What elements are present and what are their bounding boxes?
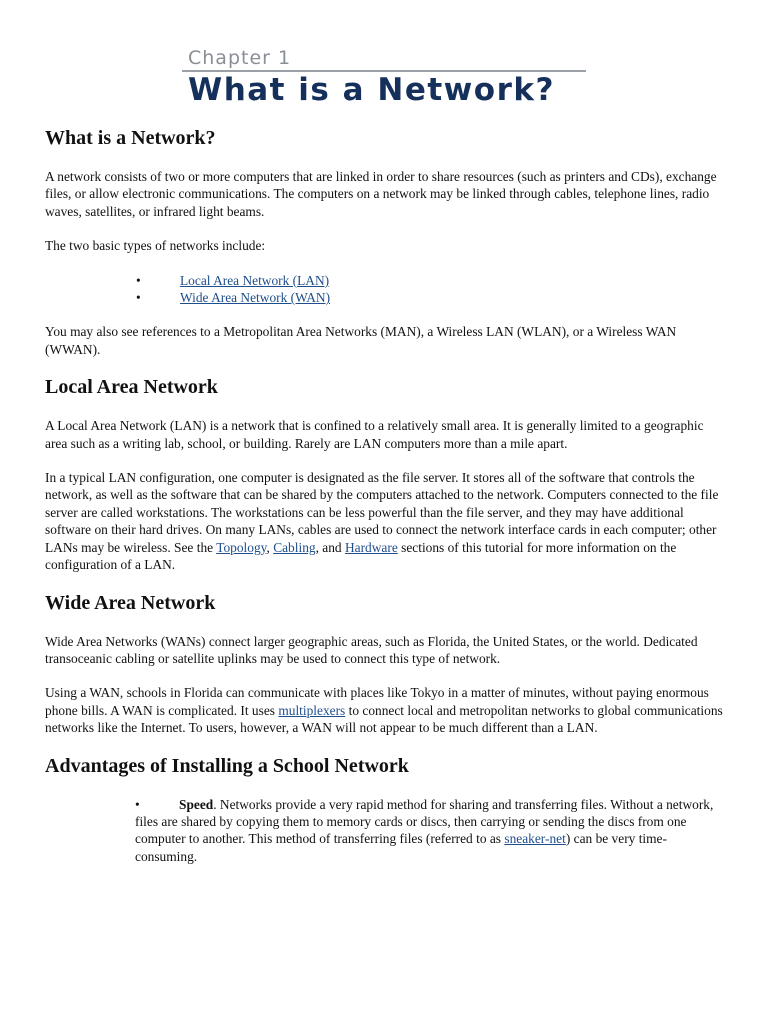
link-multiplexers[interactable]: multiplexers xyxy=(278,702,346,718)
list-item xyxy=(45,289,725,306)
intro-paragraph-3: You may also see references to a Metropolitan Area Networks (MAN), a Wireless LAN (WLAN), or a Wireless WAN (WWAN). xyxy=(45,324,677,357)
link-sneaker-net[interactable]: sneaker-net xyxy=(504,831,566,847)
intro-paragraph-1: A network consists of two or more computers that are linked in order to share resources (such as printers and CDs), exchange files, or allow electronic communications. The computers on a network may be linked through cables, telephone lines, radio waves, satellites, or infrared light beams. xyxy=(45,169,717,219)
separator: , and xyxy=(315,539,345,555)
chapter-title: What is a Network? xyxy=(188,72,555,108)
document-body xyxy=(45,126,725,865)
list-item xyxy=(45,272,725,289)
bullet-icon: • xyxy=(135,796,140,812)
lan-paragraph-2 xyxy=(45,469,725,573)
wan-paragraph-2-end: to connect local and metropolitan networks to global communications networks like the Internet. To users, however, a WAN will not appear to be much different than a LAN. xyxy=(45,702,723,736)
chapter-label: Chapter 1 xyxy=(188,47,292,69)
bullet-icon: • xyxy=(136,290,141,306)
lan-paragraph-2-text: In a typical LAN configuration, one computer is designated as the file server. It stores all of the software that controls the network, as well as the software that can be shared by the computers attached to the network. Computers connected to the file server are called workstations. The workstations can be less powerful than the file server, and they may have additional software on their hard drives. On many LANs, cables are used to connect the network interface cards in each computer; other LANs may be wireless. See the xyxy=(45,470,719,555)
link-cabling[interactable]: Cabling xyxy=(273,539,316,555)
list-item xyxy=(135,796,725,866)
link-wan[interactable]: Wide Area Network (WAN) xyxy=(180,290,331,306)
lan-paragraph-1: A Local Area Network (LAN) is a network that is confined to a relatively small area. It is generally limited to a geographic area such as a writing lab, school, or building. Rarely are LAN computers more than a mile apart. xyxy=(45,418,704,451)
link-lan[interactable]: Local Area Network (LAN) xyxy=(180,272,330,288)
section-heading-intro: What is a Network? xyxy=(45,127,216,149)
intro-paragraph-2: The two basic types of networks include: xyxy=(45,238,266,254)
link-topology[interactable]: Topology xyxy=(216,539,267,555)
advantage-text: . Networks provide a very rapid method for sharing and transferring files. Without a network, files are shared by copying them to memory cards or discs, then carrying or sending the discs from one computer to another. This method of transferring files (referred to as xyxy=(135,796,714,847)
section-heading-advantages: Advantages of Installing a School Network xyxy=(45,754,409,777)
section-heading-lan: Local Area Network xyxy=(45,376,218,399)
network-types-list xyxy=(45,272,725,307)
wan-paragraph-1: Wide Area Networks (WANs) connect larger geographic areas, such as Florida, the United States, or the world. Dedicated transoceanic cabling or satellite uplinks may be used to connect this type of network. xyxy=(45,633,698,666)
lan-paragraph-2-end: sections of this tutorial for more information on the configuration of a LAN. xyxy=(45,539,677,573)
wan-paragraph-2-text: Using a WAN, schools in Florida can communicate with places like Tokyo in a matter of minutes, without paying enormous phone bills. A WAN is complicated. It uses xyxy=(45,685,709,718)
section-heading-wan: Wide Area Network xyxy=(45,591,216,614)
advantage-text-end: ) can be very time-consuming. xyxy=(135,831,667,864)
bullet-icon: • xyxy=(136,272,141,288)
advantages-list xyxy=(45,796,725,866)
separator: , xyxy=(266,539,274,555)
link-hardware[interactable]: Hardware xyxy=(344,539,398,555)
advantage-label: Speed xyxy=(179,796,214,812)
wan-paragraph-2 xyxy=(45,684,725,736)
